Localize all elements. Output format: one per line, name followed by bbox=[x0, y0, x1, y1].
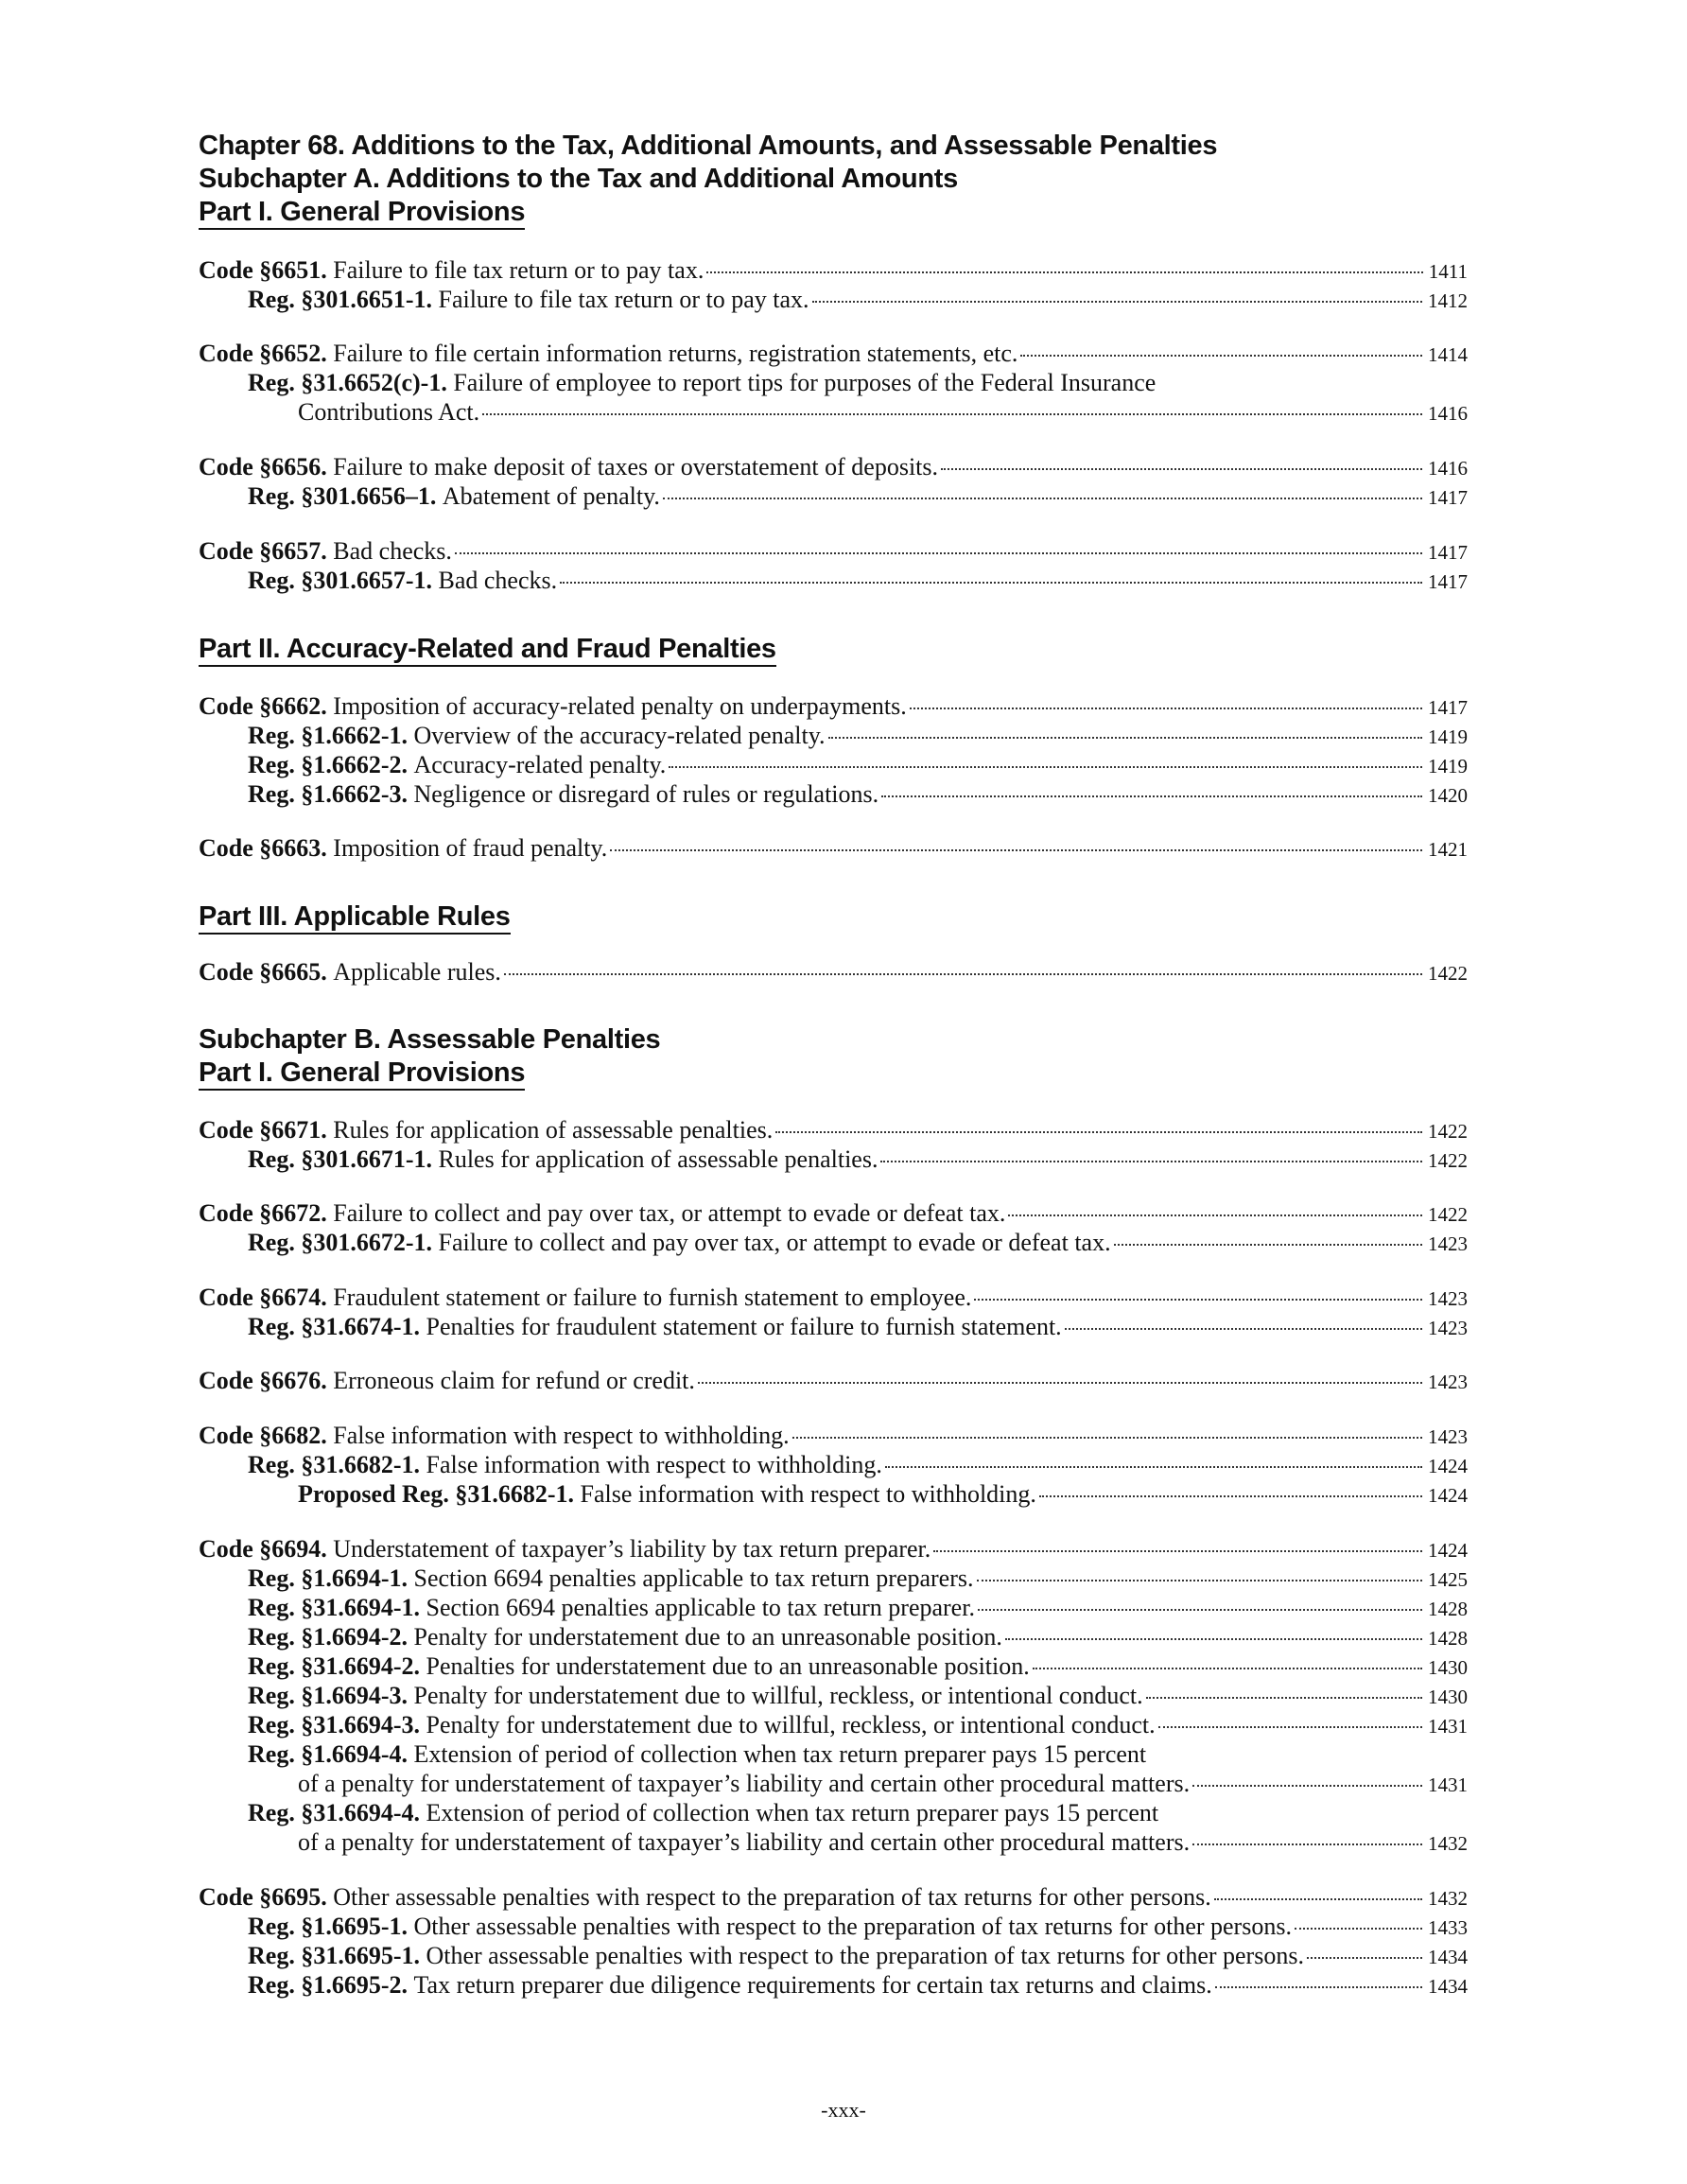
toc-entry[interactable] bbox=[248, 1144, 1468, 1176]
chapter-heading: Chapter 68. Additions to the Tax, Additional Amounts, and Assessable Penalties bbox=[199, 131, 1218, 161]
entry-ref: Code §6663. bbox=[199, 834, 327, 862]
dot-leader bbox=[610, 846, 1422, 851]
dot-leader bbox=[828, 733, 1422, 739]
entry-page: 1411 bbox=[1428, 260, 1468, 283]
entry-page: 1424 bbox=[1428, 1539, 1468, 1562]
entry-title: Rules for application of assessable penalties. bbox=[438, 1145, 878, 1173]
toc-entry-continuation[interactable] bbox=[298, 397, 1468, 428]
entry-title: False information with respect to withholding. bbox=[580, 1480, 1036, 1508]
entry-page: 1419 bbox=[1428, 755, 1468, 778]
entry-ref: Reg. §301.6672-1. bbox=[248, 1229, 432, 1256]
toc-entry[interactable] bbox=[248, 1622, 1468, 1653]
entry-page: 1417 bbox=[1428, 570, 1468, 593]
entry-page: 1420 bbox=[1428, 784, 1468, 807]
entry-ref: Reg. §301.6657-1. bbox=[248, 567, 432, 594]
toc-entry[interactable] bbox=[248, 750, 1468, 781]
entry-title: Section 6694 penalties applicable to tax return preparers. bbox=[413, 1564, 974, 1592]
subchapter-b-heading: Subchapter B. Assessable Penalties bbox=[199, 1024, 661, 1055]
entry-page: 1428 bbox=[1428, 1598, 1468, 1620]
toc-entry[interactable] bbox=[199, 1882, 1468, 1913]
dot-leader bbox=[910, 704, 1422, 709]
toc-entry[interactable] bbox=[248, 1651, 1468, 1683]
entry-page: 1423 bbox=[1428, 1287, 1468, 1310]
entry-page: 1422 bbox=[1428, 1149, 1468, 1172]
entry-title: Other assessable penalties with respect to the preparation of tax returns for other persons. bbox=[333, 1883, 1211, 1911]
toc-entry[interactable] bbox=[199, 1366, 1468, 1397]
entry-page: 1423 bbox=[1428, 1232, 1468, 1255]
part-1-heading-text: Part I. General Provisions bbox=[199, 197, 525, 230]
entry-page: 1416 bbox=[1428, 402, 1468, 425]
dot-leader bbox=[1005, 1634, 1422, 1640]
entry-ref: Code §6656. bbox=[199, 453, 327, 480]
dot-leader bbox=[1114, 1240, 1422, 1246]
entry-title-continuation: Contributions Act. bbox=[298, 398, 480, 426]
dot-leader bbox=[977, 1576, 1423, 1581]
toc-entry[interactable] bbox=[199, 957, 1468, 988]
entry-ref: Code §6651. bbox=[199, 256, 327, 284]
dot-leader bbox=[504, 970, 1422, 975]
entry-title: Other assessable penalties with respect to the preparation of tax returns for other persons. bbox=[413, 1913, 1292, 1940]
entry-ref: Reg. §1.6694-2. bbox=[248, 1623, 408, 1651]
toc-entry[interactable] bbox=[199, 1421, 1468, 1452]
entry-title: Negligence or disregard of rules or regulations. bbox=[413, 780, 879, 808]
entry-page: 1431 bbox=[1428, 1773, 1468, 1796]
toc-entry[interactable] bbox=[199, 833, 1468, 865]
entry-title: Accuracy-related penalty. bbox=[413, 751, 667, 778]
entry-ref: Reg. §1.6694-1. bbox=[248, 1564, 408, 1592]
toc-entry[interactable] bbox=[248, 1593, 1468, 1624]
entry-title: Penalties for understatement due to an unreasonable position. bbox=[426, 1652, 1030, 1680]
entry-page: 1423 bbox=[1428, 1317, 1468, 1339]
dot-leader bbox=[792, 1433, 1422, 1439]
entry-title: Section 6694 penalties applicable to tax return preparer. bbox=[426, 1594, 975, 1621]
entry-page: 1433 bbox=[1428, 1916, 1468, 1939]
entry-ref: Code §6671. bbox=[199, 1116, 327, 1144]
entry-title: Erroneous claim for refund or credit. bbox=[333, 1367, 695, 1394]
entry-title: Understatement of taxpayer’s liability by tax return preparer. bbox=[333, 1535, 931, 1563]
entry-page: 1419 bbox=[1428, 725, 1468, 748]
entry-page: 1417 bbox=[1428, 541, 1468, 564]
entry-page: 1434 bbox=[1428, 1975, 1468, 1998]
entry-ref: Reg. §301.6671-1. bbox=[248, 1145, 432, 1173]
entry-ref: Code §6657. bbox=[199, 537, 327, 565]
dot-leader bbox=[775, 1127, 1422, 1133]
entry-ref: Reg. §1.6662-3. bbox=[248, 780, 408, 808]
entry-title: Penalty for understatement due to an unreasonable position. bbox=[413, 1623, 1002, 1651]
entry-ref: Code §6662. bbox=[199, 692, 327, 720]
entry-title: Extension of period of collection when tax return preparer pays 15 percent bbox=[426, 1799, 1159, 1826]
toc-entry[interactable] bbox=[248, 1450, 1468, 1481]
entry-ref: Reg. §31.6695-1. bbox=[248, 1942, 420, 1969]
part-2-heading bbox=[199, 632, 776, 666]
toc-entry[interactable] bbox=[199, 339, 1468, 370]
entry-page: 1425 bbox=[1428, 1568, 1468, 1591]
entry-ref: Reg. §31.6674-1. bbox=[248, 1313, 420, 1340]
toc-entry[interactable] bbox=[199, 452, 1468, 483]
entry-page: 1414 bbox=[1428, 343, 1468, 366]
entry-page: 1417 bbox=[1428, 486, 1468, 509]
entry-title: Failure of employee to report tips for purposes of the Federal Insurance bbox=[453, 369, 1157, 396]
entry-title: Applicable rules. bbox=[333, 958, 501, 986]
dot-leader bbox=[1008, 1211, 1422, 1216]
toc-entry[interactable] bbox=[199, 1283, 1468, 1314]
entry-page: 1423 bbox=[1428, 1425, 1468, 1448]
entry-ref: Reg. §1.6694-3. bbox=[248, 1682, 408, 1709]
entry-ref: Reg. §1.6695-2. bbox=[248, 1971, 408, 1999]
toc-entry[interactable] bbox=[248, 285, 1468, 316]
entry-ref: Reg. §31.6694-3. bbox=[248, 1711, 420, 1738]
entry-ref: Reg. §31.6694-2. bbox=[248, 1652, 420, 1680]
entry-page: 1430 bbox=[1428, 1686, 1468, 1708]
entry-ref: Reg. §31.6694-1. bbox=[248, 1594, 420, 1621]
entry-page: 1428 bbox=[1428, 1627, 1468, 1650]
dot-leader bbox=[1214, 1895, 1422, 1900]
entry-title: Failure to make deposit of taxes or overstatement of deposits. bbox=[333, 453, 939, 480]
entry-page: 1416 bbox=[1428, 457, 1468, 480]
entry-title: Penalty for understatement due to willful, reckless, or intentional conduct. bbox=[413, 1682, 1143, 1709]
entry-ref: Reg. §1.6662-1. bbox=[248, 722, 408, 749]
dot-leader bbox=[881, 792, 1422, 797]
dot-leader bbox=[933, 1546, 1422, 1552]
dot-leader bbox=[1295, 1924, 1422, 1930]
entry-title: Imposition of fraud penalty. bbox=[333, 834, 608, 862]
dot-leader bbox=[1192, 1781, 1422, 1787]
entry-title: Bad checks. bbox=[333, 537, 452, 565]
toc-entry[interactable] bbox=[248, 1228, 1468, 1259]
entry-title: Fraudulent statement or failure to furnish statement to employee. bbox=[333, 1284, 972, 1311]
entry-page: 1412 bbox=[1428, 289, 1468, 312]
dot-leader bbox=[885, 1462, 1422, 1468]
toc-entry[interactable] bbox=[248, 1681, 1468, 1712]
part-1-heading bbox=[199, 195, 525, 229]
dot-leader bbox=[941, 464, 1422, 470]
entry-title-continuation: of a penalty for understatement of taxpayer’s liability and certain other procedural matters. bbox=[298, 1828, 1191, 1856]
entry-page: 1424 bbox=[1428, 1455, 1468, 1477]
dot-leader bbox=[1033, 1664, 1422, 1669]
toc-entry[interactable] bbox=[199, 1115, 1468, 1146]
entry-ref: Reg. §31.6682-1. bbox=[248, 1451, 420, 1478]
entry-ref: Reg. §31.6652(c)-1. bbox=[248, 369, 447, 396]
entry-ref: Code §6694. bbox=[199, 1535, 327, 1563]
entry-title: Other assessable penalties with respect to the preparation of tax returns for other persons. bbox=[426, 1942, 1304, 1969]
toc-entry-continuation[interactable] bbox=[298, 1769, 1468, 1800]
entry-ref: Reg. §1.6694-4. bbox=[248, 1740, 408, 1768]
entry-title: Failure to file certain information returns, registration statements, etc. bbox=[333, 340, 1018, 367]
dot-leader bbox=[1192, 1840, 1422, 1845]
entry-ref: Reg. §1.6662-2. bbox=[248, 751, 408, 778]
toc-entry[interactable] bbox=[248, 1312, 1468, 1343]
entry-page: 1430 bbox=[1428, 1656, 1468, 1679]
part-2-heading-text: Part II. Accuracy-Related and Fraud Penalties bbox=[199, 634, 776, 667]
entry-ref: Code §6665. bbox=[199, 958, 327, 986]
part-1b-heading bbox=[199, 1056, 525, 1090]
entry-ref: Reg. §1.6695-1. bbox=[248, 1913, 408, 1940]
toc-entry[interactable] bbox=[248, 1564, 1468, 1595]
part-1b-heading-text: Part I. General Provisions bbox=[199, 1057, 525, 1091]
dot-leader bbox=[1158, 1722, 1422, 1728]
entry-ref: Code §6695. bbox=[199, 1883, 327, 1911]
entry-ref: Code §6682. bbox=[199, 1422, 327, 1449]
part-3-heading-text: Part III. Applicable Rules bbox=[199, 901, 511, 935]
toc-entry[interactable] bbox=[248, 1739, 1468, 1769]
entry-page: 1421 bbox=[1428, 838, 1468, 861]
entry-title: Extension of period of collection when tax return preparer pays 15 percent bbox=[413, 1740, 1147, 1768]
entry-page: 1424 bbox=[1428, 1484, 1468, 1507]
dot-leader bbox=[482, 410, 1422, 415]
entry-ref: Reg. §31.6694-4. bbox=[248, 1799, 420, 1826]
toc-entry[interactable] bbox=[199, 1534, 1468, 1565]
entry-page: 1434 bbox=[1428, 1946, 1468, 1968]
dot-leader bbox=[706, 268, 1422, 273]
toc-entry[interactable] bbox=[248, 1798, 1468, 1827]
dot-leader bbox=[560, 578, 1422, 584]
dot-leader bbox=[698, 1378, 1422, 1384]
entry-title: Failure to file tax return or to pay tax. bbox=[333, 256, 704, 284]
toc-entry[interactable] bbox=[199, 255, 1468, 287]
entry-page: 1417 bbox=[1428, 696, 1468, 719]
entry-title-continuation: of a penalty for understatement of taxpayer’s liability and certain other procedural matters. bbox=[298, 1770, 1191, 1797]
entry-page: 1423 bbox=[1428, 1371, 1468, 1393]
entry-title: False information with respect to withholding. bbox=[426, 1451, 882, 1478]
entry-ref: Reg. §301.6656–1. bbox=[248, 482, 437, 510]
toc-entry[interactable] bbox=[248, 1941, 1468, 1972]
toc-entry[interactable] bbox=[248, 1710, 1468, 1741]
entry-ref: Code §6674. bbox=[199, 1284, 327, 1311]
toc-entry[interactable] bbox=[298, 1479, 1468, 1511]
part-3-heading bbox=[199, 900, 511, 934]
entry-ref: Code §6672. bbox=[199, 1199, 327, 1227]
entry-title: Imposition of accuracy-related penalty on underpayments. bbox=[333, 692, 907, 720]
dot-leader bbox=[1065, 1324, 1422, 1330]
dot-leader bbox=[974, 1295, 1422, 1301]
toc-entry[interactable] bbox=[248, 481, 1468, 513]
entry-title: Abatement of penalty. bbox=[442, 482, 660, 510]
toc-entry[interactable] bbox=[248, 1970, 1468, 2001]
dot-leader bbox=[1039, 1492, 1422, 1497]
entry-title: Failure to file tax return or to pay tax. bbox=[438, 286, 809, 313]
entry-page: 1432 bbox=[1428, 1887, 1468, 1910]
entry-title: Rules for application of assessable penalties. bbox=[333, 1116, 774, 1144]
toc-entry[interactable] bbox=[248, 566, 1468, 597]
entry-title: Penalty for understatement due to willful, reckless, or intentional conduct. bbox=[426, 1711, 1156, 1738]
page-number: -xxx- bbox=[821, 2098, 866, 2122]
dot-leader bbox=[455, 549, 1422, 554]
entry-ref: Reg. §301.6651-1. bbox=[248, 286, 432, 313]
entry-ref: Code §6652. bbox=[199, 340, 327, 367]
entry-ref: Proposed Reg. §31.6682-1. bbox=[298, 1480, 575, 1508]
toc-entry[interactable] bbox=[248, 779, 1468, 811]
entry-title: Tax return preparer due diligence requirements for certain tax returns and claims. bbox=[413, 1971, 1212, 1999]
entry-title: False information with respect to withholding. bbox=[333, 1422, 790, 1449]
dot-leader bbox=[880, 1157, 1422, 1162]
entry-title: Failure to collect and pay over tax, or attempt to evade or defeat tax. bbox=[438, 1229, 1111, 1256]
entry-title: Failure to collect and pay over tax, or attempt to evade or defeat tax. bbox=[333, 1199, 1006, 1227]
subchapter-a-heading: Subchapter A. Additions to the Tax and Additional Amounts bbox=[199, 164, 958, 194]
dot-leader bbox=[663, 494, 1422, 499]
toc-entry[interactable] bbox=[199, 691, 1468, 723]
entry-page: 1422 bbox=[1428, 1203, 1468, 1226]
entry-title: Penalties for fraudulent statement or failure to furnish statement. bbox=[426, 1313, 1062, 1340]
dot-leader bbox=[1020, 351, 1422, 357]
dot-leader bbox=[1307, 1953, 1422, 1959]
entry-page: 1422 bbox=[1428, 1120, 1468, 1143]
entry-page: 1422 bbox=[1428, 962, 1468, 985]
dot-leader bbox=[1146, 1693, 1422, 1699]
entry-page: 1432 bbox=[1428, 1832, 1468, 1855]
dot-leader bbox=[978, 1605, 1422, 1611]
toc-entry[interactable] bbox=[248, 721, 1468, 752]
toc-entry-continuation[interactable] bbox=[298, 1827, 1468, 1859]
dot-leader bbox=[812, 297, 1422, 303]
dot-leader bbox=[669, 762, 1422, 768]
toc-entry[interactable] bbox=[248, 1912, 1468, 1943]
entry-title: Bad checks. bbox=[438, 567, 558, 594]
toc-entry[interactable] bbox=[199, 1198, 1468, 1230]
entry-page: 1431 bbox=[1428, 1715, 1468, 1738]
entry-title: Overview of the accuracy-related penalty. bbox=[413, 722, 826, 749]
dot-leader bbox=[1215, 1983, 1422, 1988]
toc-entry[interactable] bbox=[199, 536, 1468, 568]
entry-ref: Code §6676. bbox=[199, 1367, 327, 1394]
toc-entry[interactable] bbox=[248, 368, 1468, 397]
